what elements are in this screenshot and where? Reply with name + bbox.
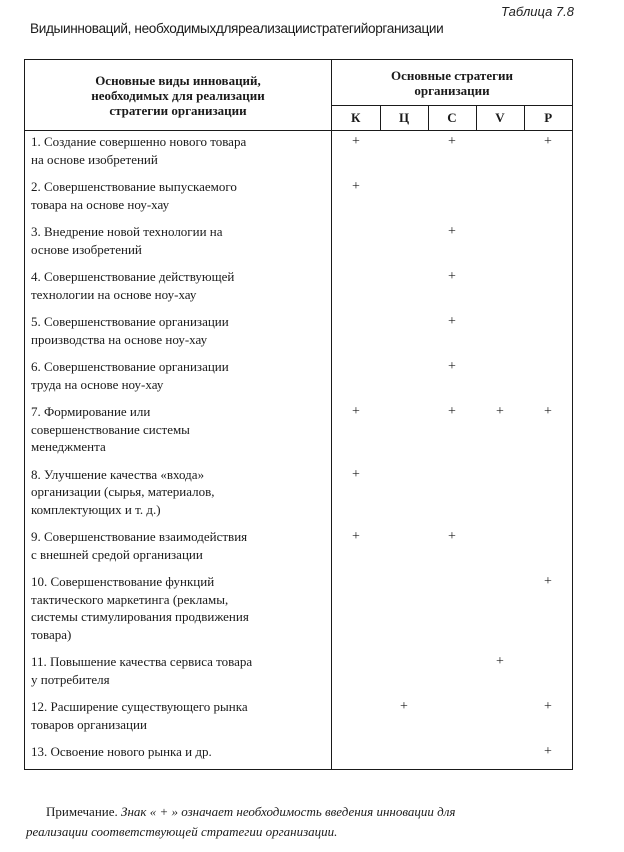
innovation-description-line: основе изобретений bbox=[31, 241, 142, 257]
table-row bbox=[25, 696, 573, 741]
innovation-description-line: на основе изобретений bbox=[31, 151, 158, 167]
innovation-description-line: товаров организации bbox=[31, 716, 147, 732]
innovation-description-line: 13. Освоение нового рынка и др. bbox=[31, 744, 212, 759]
column-header-v: V bbox=[476, 106, 524, 131]
strategy-mark bbox=[380, 266, 428, 311]
strategy-mark bbox=[524, 464, 573, 527]
strategy-mark bbox=[380, 741, 428, 769]
innovation-description-line: 9. Совершенствование взаимодействия bbox=[31, 529, 248, 544]
header-strategies bbox=[332, 60, 573, 106]
strategy-mark bbox=[428, 571, 476, 651]
strategy-mark: + bbox=[352, 179, 360, 194]
innovation-description bbox=[25, 571, 332, 651]
strategy-mark: + bbox=[352, 404, 360, 419]
strategy-mark bbox=[380, 526, 428, 571]
table-row bbox=[25, 266, 573, 311]
table-row bbox=[25, 356, 573, 401]
innovation-description-line: 3. Внедрение новой технологии на bbox=[31, 224, 223, 239]
innovation-description-line: у потребителя bbox=[31, 671, 110, 687]
column-header-ts: Ц bbox=[380, 106, 428, 131]
strategy-mark bbox=[524, 526, 573, 571]
strategy-mark bbox=[332, 651, 381, 696]
column-header-r: Р bbox=[524, 106, 573, 131]
strategy-mark bbox=[380, 401, 428, 464]
table-row bbox=[25, 221, 573, 266]
strategy-mark: + bbox=[544, 134, 552, 149]
header-main-line: стратегии организации bbox=[109, 102, 247, 118]
table-row bbox=[25, 571, 573, 651]
innovation-description bbox=[25, 311, 332, 356]
innovation-description-line: 8. Улучшение качества «входа» bbox=[31, 466, 205, 482]
table-title: Видыинноваций, необходимыхдляреализациистратегийорганизации bbox=[30, 21, 444, 36]
header-main-line: Основные виды инноваций, bbox=[95, 72, 261, 88]
strategy-mark: + bbox=[448, 359, 456, 374]
strategy-mark bbox=[380, 651, 428, 696]
strategy-mark bbox=[428, 464, 476, 527]
strategy-mark bbox=[380, 176, 428, 221]
table-row bbox=[25, 176, 573, 221]
innovation-description-line: товара на основе ноу-хау bbox=[31, 196, 170, 212]
strategy-mark: + bbox=[496, 654, 504, 669]
table-row bbox=[25, 651, 573, 696]
strategy-mark bbox=[476, 176, 524, 221]
strategy-mark: + bbox=[448, 404, 456, 419]
strategy-mark bbox=[332, 266, 381, 311]
strategy-mark: + bbox=[448, 269, 456, 284]
strategy-mark: + bbox=[544, 574, 552, 589]
innovation-description bbox=[25, 651, 332, 696]
table-row bbox=[25, 526, 573, 571]
innovation-description-line: системы стимулирования продвижения bbox=[31, 609, 249, 624]
innovation-description bbox=[25, 696, 332, 741]
innovation-description bbox=[25, 526, 332, 571]
note-label: Примечание. bbox=[46, 804, 118, 819]
innovation-description bbox=[25, 266, 332, 311]
table-row bbox=[25, 401, 573, 464]
strategy-mark bbox=[380, 356, 428, 401]
strategy-mark bbox=[476, 464, 524, 527]
header-main-line: необходимых для реализации bbox=[91, 87, 265, 103]
strategy-mark: + bbox=[544, 744, 552, 759]
strategy-mark: + bbox=[352, 134, 360, 149]
strategy-mark bbox=[524, 311, 573, 356]
strategy-mark bbox=[380, 571, 428, 651]
table-row bbox=[25, 131, 573, 177]
strategy-mark: + bbox=[352, 529, 360, 544]
strategy-mark: + bbox=[352, 466, 360, 482]
column-header-s: С bbox=[428, 106, 476, 131]
strategy-mark bbox=[524, 356, 573, 401]
innovation-strategy-table bbox=[24, 59, 573, 770]
innovation-description-line: 10. Совершенствование функций bbox=[31, 574, 215, 589]
innovation-description-line: совершенствование системы bbox=[31, 421, 190, 437]
innovation-description-line: 11. Повышение качества сервиса товара bbox=[31, 654, 253, 669]
table-row bbox=[25, 741, 573, 769]
innovation-description-line: 6. Совершенствование организации bbox=[31, 359, 229, 374]
innovation-description-line: организации (сырья, материалов, bbox=[31, 484, 215, 499]
innovation-description-line: 12. Расширение существующего рынка bbox=[31, 699, 248, 714]
innovation-description-line: с внешней средой организации bbox=[31, 546, 203, 562]
strategy-mark: + bbox=[448, 134, 456, 149]
strategy-mark: + bbox=[400, 699, 408, 714]
strategy-mark bbox=[476, 266, 524, 311]
table-row bbox=[25, 464, 573, 527]
strategy-mark: + bbox=[544, 404, 552, 419]
column-header-k: К bbox=[332, 106, 381, 131]
strategy-mark bbox=[380, 131, 428, 177]
innovation-description bbox=[25, 131, 332, 177]
note-text-line2: реализации соответствующей стратегии организации. bbox=[26, 824, 338, 839]
strategy-mark bbox=[428, 741, 476, 769]
table-number-label: Таблица 7.8 bbox=[501, 4, 574, 19]
strategy-mark: + bbox=[496, 404, 504, 419]
innovation-description-line: комплектующих и т. д.) bbox=[31, 501, 161, 517]
strategy-mark bbox=[332, 356, 381, 401]
table-note bbox=[26, 802, 586, 842]
strategy-mark bbox=[332, 741, 381, 769]
strategy-mark bbox=[524, 221, 573, 266]
innovation-description-line: 2. Совершенствование выпускаемого bbox=[31, 179, 237, 194]
strategy-mark bbox=[476, 131, 524, 177]
innovation-description bbox=[25, 401, 332, 464]
strategy-mark: + bbox=[448, 314, 456, 329]
note-text-line1: Знак « + » означает необходимость введения инновации для bbox=[121, 804, 456, 819]
strategy-mark bbox=[476, 526, 524, 571]
innovation-description-line: производства на основе ноу-хау bbox=[31, 331, 208, 347]
innovation-description-line: товара) bbox=[31, 626, 72, 642]
strategy-mark bbox=[428, 651, 476, 696]
innovation-description-line: 4. Совершенствование действующей bbox=[31, 269, 235, 284]
innovation-description bbox=[25, 464, 332, 527]
strategy-mark: + bbox=[544, 699, 552, 714]
strategy-mark: + bbox=[448, 529, 456, 544]
innovation-description-line: труда на основе ноу-хау bbox=[31, 376, 164, 392]
strategy-mark bbox=[476, 221, 524, 266]
table-row bbox=[25, 311, 573, 356]
innovation-description bbox=[25, 741, 332, 769]
strategy-mark bbox=[524, 651, 573, 696]
strategy-mark bbox=[380, 311, 428, 356]
strategy-mark bbox=[380, 464, 428, 527]
table-body bbox=[25, 131, 573, 770]
strategy-mark bbox=[476, 741, 524, 769]
strategy-mark bbox=[524, 176, 573, 221]
innovation-description-line: тактического маркетинга (рекламы, bbox=[31, 591, 229, 607]
strategy-mark bbox=[524, 266, 573, 311]
innovation-description bbox=[25, 356, 332, 401]
strategy-mark bbox=[380, 221, 428, 266]
strategy-mark bbox=[332, 571, 381, 651]
strategy-mark bbox=[332, 311, 381, 356]
innovation-description-line: менеджмента bbox=[31, 439, 106, 454]
header-group-line: Основные стратегии bbox=[391, 67, 513, 83]
strategy-mark bbox=[428, 696, 476, 741]
strategy-mark bbox=[476, 356, 524, 401]
innovation-description-line: 1. Создание совершенно нового товара bbox=[31, 134, 247, 149]
strategy-mark bbox=[332, 696, 381, 741]
strategy-mark: + bbox=[448, 224, 456, 239]
header-innovation-types bbox=[25, 60, 332, 131]
strategy-mark bbox=[476, 571, 524, 651]
strategy-mark bbox=[476, 311, 524, 356]
innovation-description-line: технологии на основе ноу-хау bbox=[31, 286, 197, 302]
header-group-line: организации bbox=[414, 82, 490, 98]
innovation-description bbox=[25, 221, 332, 266]
innovation-description-line: 5. Совершенствование организации bbox=[31, 314, 229, 329]
innovation-description bbox=[25, 176, 332, 221]
strategy-mark bbox=[332, 221, 381, 266]
innovation-description-line: 7. Формирование или bbox=[31, 404, 151, 419]
strategy-mark bbox=[428, 176, 476, 221]
strategy-mark bbox=[476, 696, 524, 741]
